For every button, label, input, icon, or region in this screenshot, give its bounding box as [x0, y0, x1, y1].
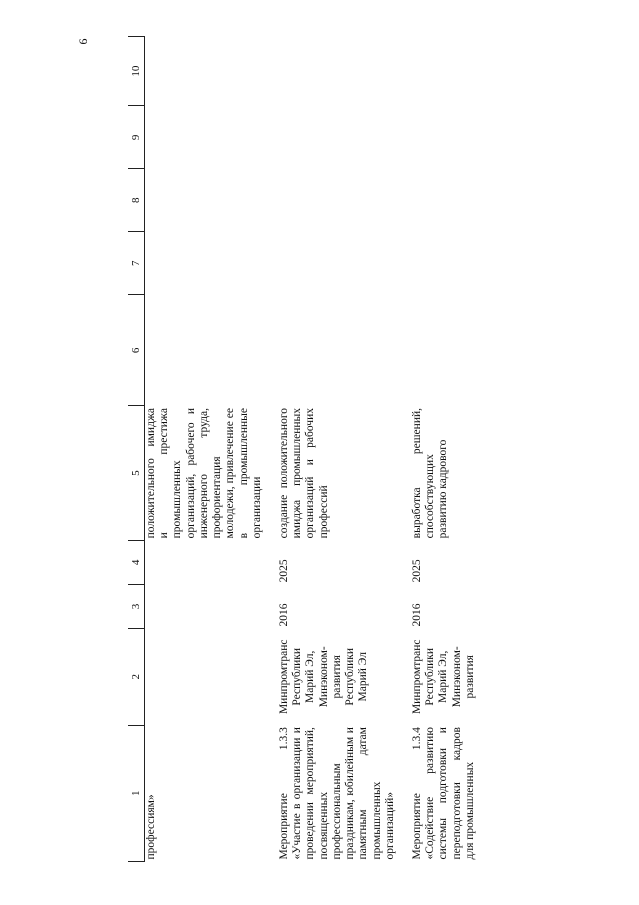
measure-cell: профессиям» [145, 794, 157, 860]
col-header: 7 [128, 232, 145, 295]
col-header: 8 [128, 169, 145, 232]
result-cell: положительного имиджа и престижа промышленных организаций, рабочего и инженерного труда, профориентация молодежи, привлечение ее в промышленные организации [145, 408, 263, 539]
start-year-cell [145, 584, 264, 628]
program-table [128, 36, 477, 862]
table-row [411, 37, 477, 862]
measure-cell: Мероприятие 1.3.3 «Участие в организации и проведении мероприятий, посвященных профессиональным праздникам, юбилейным и памятным датам промышленных организаций» [277, 727, 396, 860]
end-year-cell: 2025 [277, 559, 290, 583]
col-header: 2 [128, 629, 145, 726]
executor-cell: Минпромтранс Республики Марий Эл, Минэконом-развития [410, 639, 476, 715]
page-number: 9 [76, 38, 91, 45]
result-cell: создание положительного имиджа промышленных организаций и рабочих профессий [277, 408, 330, 539]
executor-cell [145, 629, 264, 726]
col-header: 5 [128, 406, 145, 540]
end-year-cell: 2025 [410, 559, 423, 583]
col-header: 3 [128, 584, 145, 628]
col-header: 6 [128, 295, 145, 406]
rotated-table-page [128, 36, 628, 862]
col-header: 9 [128, 106, 145, 169]
executor-cell: Минпромтранс Республики Марий Эл, Минэконом-развития Республики Марий Эл [277, 639, 370, 715]
col-header: 4 [128, 540, 145, 584]
measure-cell: Мероприятие 1.3.4 «Содействие развитию системы подготовки и переподготовки кадров для промышленных [410, 727, 476, 860]
table-row [145, 37, 264, 862]
result-cell: выработка решений, способствующих развитию кадрового [410, 408, 450, 539]
header-row [128, 37, 145, 862]
table-row [278, 37, 397, 862]
col-header: 10 [128, 37, 145, 106]
start-year-cell: 2016 [410, 603, 423, 627]
end-year-cell [145, 540, 264, 584]
start-year-cell: 2016 [277, 603, 290, 627]
col-header: 1 [128, 725, 145, 861]
